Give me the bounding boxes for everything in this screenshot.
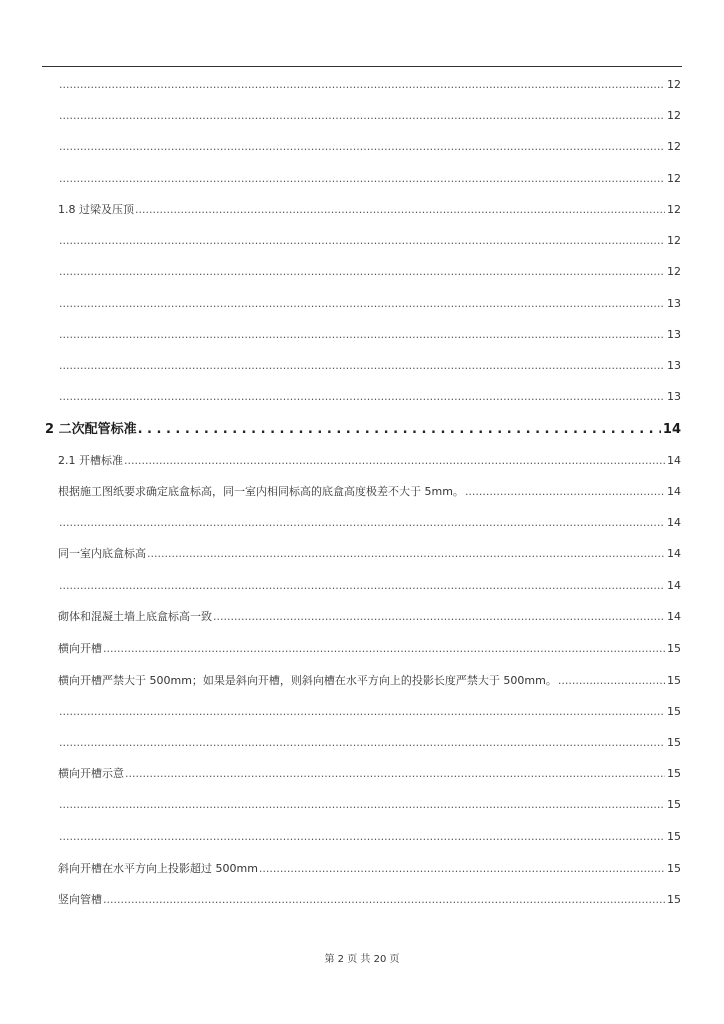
toc-entry[interactable] bbox=[58, 172, 681, 186]
toc-entry-page: 15 bbox=[667, 705, 681, 718]
toc-entry-page: 14 bbox=[667, 547, 681, 560]
toc-entry[interactable] bbox=[58, 674, 681, 688]
toc-entry-page: 15 bbox=[667, 862, 681, 875]
toc-entry[interactable] bbox=[58, 109, 681, 123]
toc-entry[interactable] bbox=[58, 203, 681, 217]
dot-leader bbox=[103, 642, 665, 656]
toc-entry-title: 根据施工图纸要求确定底盒标高，同一室内相同标高的底盒高度极差不大于 5mm。 bbox=[58, 485, 464, 498]
toc-entry-page: 15 bbox=[667, 767, 681, 780]
dot-leader bbox=[138, 422, 661, 438]
toc-entry-page: 15 bbox=[667, 893, 681, 906]
toc-entry-page: 15 bbox=[667, 798, 681, 811]
dot-leader bbox=[59, 172, 665, 186]
toc-entry[interactable] bbox=[58, 328, 681, 342]
toc-entry-title: 2 二次配管标准 bbox=[45, 422, 137, 437]
toc-entry[interactable] bbox=[58, 705, 681, 719]
dot-leader bbox=[59, 830, 665, 844]
toc-entry-page: 12 bbox=[667, 234, 681, 247]
dot-leader bbox=[59, 234, 665, 248]
toc-entry[interactable] bbox=[58, 547, 681, 561]
toc-entry-page: 12 bbox=[667, 78, 681, 91]
dot-leader bbox=[259, 862, 665, 876]
toc-entry-page: 12 bbox=[667, 203, 681, 216]
dot-leader bbox=[59, 390, 665, 404]
toc-entry-title: 同一室内底盒标高 bbox=[58, 547, 146, 560]
toc-entry-page: 15 bbox=[667, 674, 681, 687]
toc-entry[interactable] bbox=[58, 767, 681, 781]
toc-entry-page: 14 bbox=[667, 454, 681, 467]
dot-leader bbox=[147, 547, 665, 561]
toc-entry-page: 14 bbox=[667, 579, 681, 592]
toc-entry[interactable] bbox=[58, 642, 681, 656]
toc-entry-title: 1.8 过梁及压顶 bbox=[58, 203, 134, 216]
toc-entry-page: 12 bbox=[667, 172, 681, 185]
dot-leader bbox=[59, 78, 665, 92]
dot-leader bbox=[59, 140, 665, 154]
dot-leader bbox=[465, 485, 665, 499]
dot-leader bbox=[59, 579, 665, 593]
toc-entry[interactable] bbox=[58, 265, 681, 279]
toc-entry-title: 横向开槽示意 bbox=[58, 767, 124, 780]
toc-entry[interactable] bbox=[58, 610, 681, 624]
toc-entry-page: 12 bbox=[667, 265, 681, 278]
toc-entry[interactable] bbox=[58, 830, 681, 844]
toc-entry[interactable] bbox=[58, 140, 681, 154]
toc-entry-page: 14 bbox=[667, 485, 681, 498]
dot-leader bbox=[124, 454, 665, 468]
dot-leader bbox=[213, 610, 665, 624]
toc-entry[interactable] bbox=[58, 390, 681, 404]
dot-leader bbox=[59, 516, 665, 530]
toc-entry[interactable] bbox=[58, 579, 681, 593]
toc-entry-page: 14 bbox=[662, 422, 681, 437]
toc-entry[interactable] bbox=[58, 297, 681, 311]
toc-entry-page: 14 bbox=[667, 610, 681, 623]
dot-leader bbox=[103, 893, 665, 907]
toc-entry[interactable] bbox=[58, 454, 681, 468]
toc-entry-page: 15 bbox=[667, 830, 681, 843]
toc-entry-page: 14 bbox=[667, 516, 681, 529]
toc-entry-title: 竖向管槽 bbox=[58, 893, 102, 906]
toc-entry-page: 12 bbox=[667, 109, 681, 122]
toc-entry[interactable] bbox=[58, 893, 681, 907]
dot-leader bbox=[558, 674, 665, 688]
dot-leader bbox=[125, 767, 665, 781]
toc-entry[interactable] bbox=[58, 485, 681, 499]
toc-entry[interactable] bbox=[58, 78, 681, 92]
dot-leader bbox=[59, 297, 665, 311]
toc-entry[interactable] bbox=[58, 798, 681, 812]
toc-entry-page: 12 bbox=[667, 140, 681, 153]
toc-entry-page: 13 bbox=[667, 390, 681, 403]
toc-entry-title: 斜向开槽在水平方向上投影超过 500mm bbox=[58, 862, 258, 875]
toc-entry-page: 15 bbox=[667, 642, 681, 655]
dot-leader bbox=[135, 203, 665, 217]
dot-leader bbox=[59, 265, 665, 279]
dot-leader bbox=[59, 798, 665, 812]
dot-leader bbox=[59, 109, 665, 123]
toc-entry-title: 2.1 开槽标准 bbox=[58, 454, 123, 467]
toc-entry-page: 13 bbox=[667, 328, 681, 341]
toc-entry-title: 砌体和混凝土墙上底盒标高一致 bbox=[58, 610, 212, 623]
dot-leader bbox=[59, 328, 665, 342]
toc-entry[interactable] bbox=[58, 736, 681, 750]
dot-leader bbox=[59, 359, 665, 373]
toc-chapter-entry[interactable] bbox=[45, 422, 681, 438]
toc-entry[interactable] bbox=[58, 862, 681, 876]
toc-entry-title: 横向开槽 bbox=[58, 642, 102, 655]
toc-entry[interactable] bbox=[58, 234, 681, 248]
dot-leader bbox=[59, 705, 665, 719]
toc-entry-page: 13 bbox=[667, 297, 681, 310]
page-footer: 第 2 页 共 20 页 bbox=[324, 954, 400, 965]
toc-entry[interactable] bbox=[58, 359, 681, 373]
toc-entry[interactable] bbox=[58, 516, 681, 530]
toc-entry-page: 15 bbox=[667, 736, 681, 749]
toc-entry-page: 13 bbox=[667, 359, 681, 372]
toc-entry-title: 横向开槽严禁大于 500mm；如果是斜向开槽，则斜向槽在水平方向上的投影长度严禁大于 500mm。 bbox=[58, 674, 557, 687]
dot-leader bbox=[59, 736, 665, 750]
